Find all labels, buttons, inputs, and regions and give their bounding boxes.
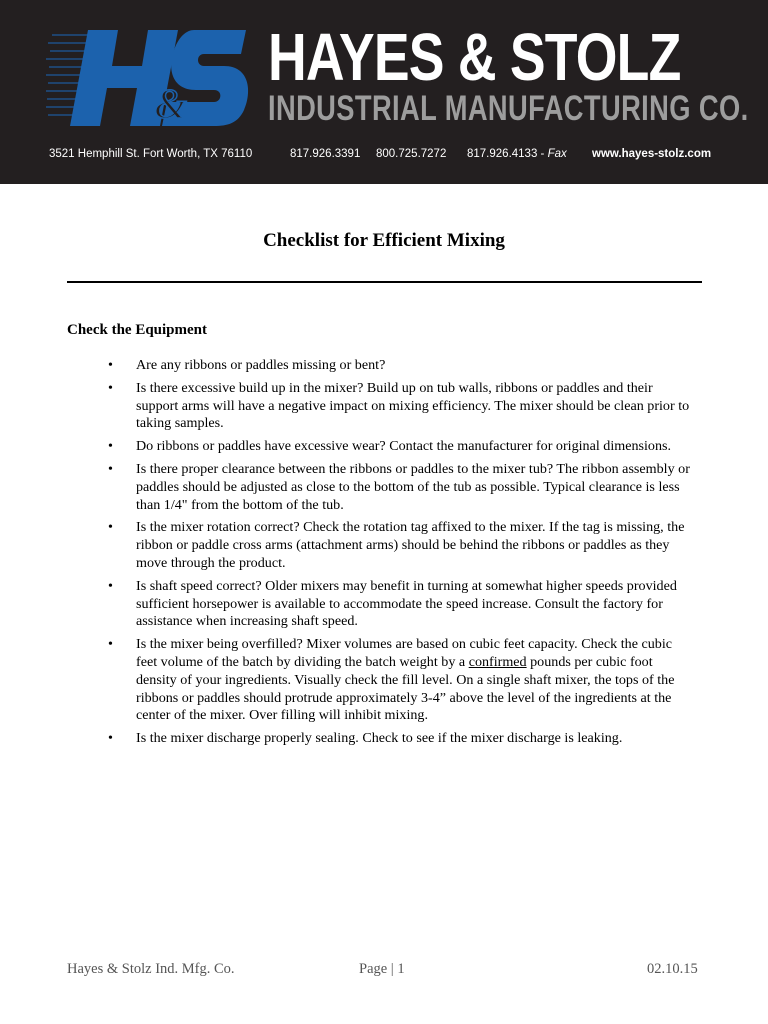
bullet-dot: • (108, 460, 113, 477)
logo-ampersand: & (154, 82, 187, 128)
checklist-item-text: Is the mixer rotation correct? Check the rotation tag affixed to the mixer. If the tag is missing, the ribbon or paddle cross arms (attachment arms) should be behind the ribbons or paddles as they move through the product. (136, 519, 685, 571)
bullet-dot: • (108, 357, 113, 373)
checklist (0, 357, 768, 753)
checklist-item (0, 438, 696, 456)
footer-page-number: Page | 1 (359, 961, 405, 977)
checklist-item (0, 461, 696, 514)
fax-number: 817.926.4133 - (467, 148, 548, 160)
bullet-dot: • (108, 519, 113, 536)
bullet-dot: • (108, 379, 113, 396)
checklist-item-text: Is there proper clearance between the ribbons or paddles to the mixer tub? The ribbon assembly or paddles should be adjusted as close to the bottom of the tub as possible. Typical clearance is less than 1/4" from the bottom of the tub. (136, 460, 690, 513)
underlined-word: confirmed (468, 653, 527, 670)
checklist-item (0, 578, 696, 631)
checklist-item (0, 380, 696, 433)
company-subtitle: INDUSTRIAL MANUFACTURING CO. (268, 89, 749, 128)
footer-date: 02.10.15 (647, 961, 698, 977)
website-link[interactable]: www.hayes-stolz.com (592, 148, 712, 160)
document-title: Checklist for Efficient Mixing (263, 230, 505, 251)
checklist-item-text: Is there excessive build up in the mixer? Build up on tub walls, ribbons or paddles and their support arms will have a negative impact on mixing efficiency. The mixer should be clean prior to taking samples. (136, 379, 690, 432)
fax-label: Fax (547, 148, 567, 160)
company-name: HAYES & STOLZ (268, 20, 681, 95)
bullet-dot: • (108, 730, 113, 747)
checklist-item (0, 519, 696, 572)
checklist-item-text-end: pounds per cubic foot density of your ingredients. Visually check the fill level. On a single shaft mixer, the tops of the ribbons or paddles should protrude approximately 3-4” above the level of the ingredients at the center of the mixer. Over filling will inhibit mixing. (136, 653, 675, 724)
section-heading: Check the Equipment (67, 322, 208, 338)
address: 3521 Hemphill St. Fort Worth, TX 76110 (49, 148, 253, 160)
checklist-item (0, 357, 696, 375)
bullet-dot: • (108, 577, 113, 594)
footer-company: Hayes & Stolz Ind. Mfg. Co. (67, 961, 235, 977)
checklist-item (0, 730, 696, 748)
bullet-dot: • (108, 438, 113, 455)
checklist-item-text: Is the mixer discharge properly sealing. Check to see if the mixer discharge is leaking. (136, 730, 623, 747)
checklist-item-text: Do ribbons or paddles have excessive wear? Contact the manufacturer for original dimensions. (136, 438, 671, 455)
bullet-dot: • (108, 636, 113, 653)
checklist-item-text: Are any ribbons or paddles missing or bent? (136, 357, 386, 373)
title-divider (67, 281, 702, 283)
fax (467, 146, 567, 162)
phone-tollfree: 800.725.7272 (376, 148, 447, 160)
checklist-item (0, 636, 696, 725)
hs-logo (46, 26, 256, 130)
letterhead (0, 0, 768, 184)
checklist-item-text: Is shaft speed correct? Older mixers may benefit in turning at somewhat higher speeds provided sufficient horsepower is available to accommodate the speed increase. Consult the factory for assistance when increasing shaft speed. (136, 577, 677, 630)
phone-main: 817.926.3391 (290, 148, 361, 160)
checklist-item-text-start: Is the mixer being overfilled? Mixer volumes are based on cubic feet capacity. Check the cubic feet volume of the batch by dividing the batch weight by a (136, 636, 673, 670)
